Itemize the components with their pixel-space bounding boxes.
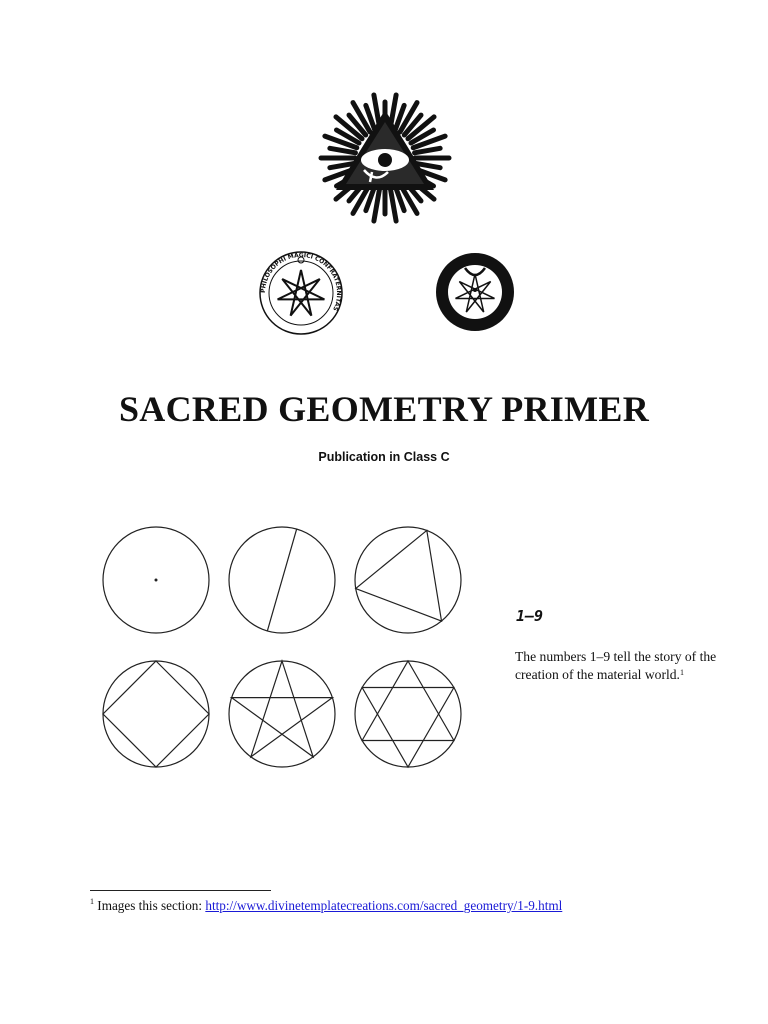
footnote-label: Images this section: <box>97 898 203 913</box>
footnote-ref[interactable]: 1 <box>679 668 684 677</box>
document-title: SACRED GEOMETRY PRIMER <box>118 389 650 429</box>
geometry-figures <box>96 520 468 775</box>
circle-with-hexagram <box>355 661 461 767</box>
footnote <box>90 898 562 914</box>
circle-with-pentagram <box>229 661 335 767</box>
circle-with-point <box>103 527 209 633</box>
section-heading: 1–9 <box>516 607 544 625</box>
seal-ring-text: PHILOSOPHI MAGICI CONFRATERNITAS <box>259 251 343 312</box>
seal-left-emblem <box>258 250 344 336</box>
circle-with-square <box>103 661 209 767</box>
eye-in-triangle-emblem <box>316 92 454 230</box>
footnote-marker: 1 <box>90 897 94 906</box>
footnote-separator <box>90 890 271 891</box>
circle-with-triangle <box>355 527 461 633</box>
section-body <box>515 648 730 684</box>
footnote-link[interactable]: http://www.divinetemplatecreations.com/sacred_geometry/1-9.html <box>205 898 563 913</box>
circle-with-line <box>229 527 335 633</box>
document-subtitle: Publication in Class C <box>318 450 450 464</box>
section-body-text: The numbers 1–9 tell the story of the creation of the material world. <box>515 649 717 682</box>
seal-right-emblem <box>435 252 515 332</box>
